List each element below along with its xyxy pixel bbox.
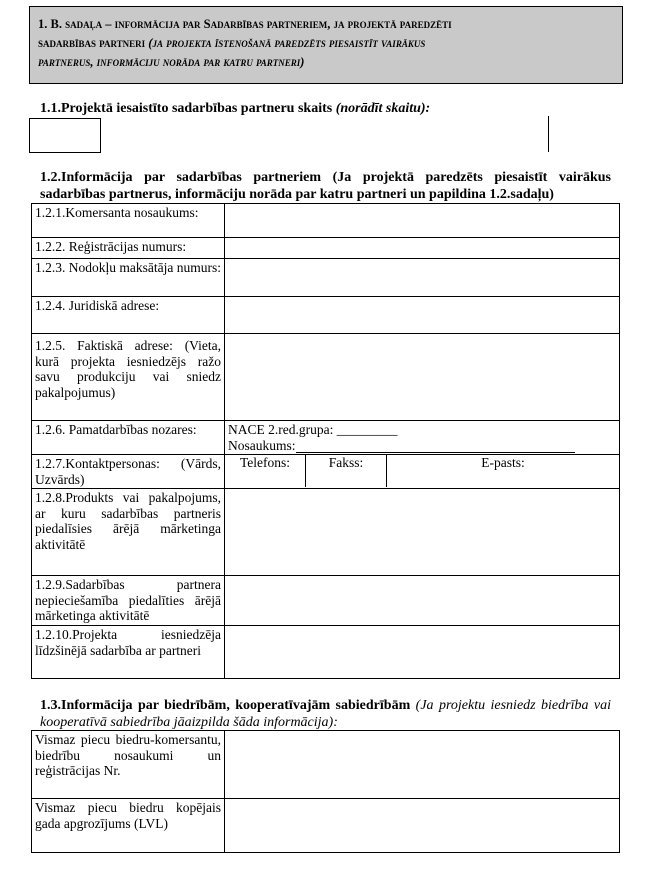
actual-address-field[interactable] [225, 334, 620, 421]
partner-need-field[interactable] [225, 576, 620, 626]
fax-field[interactable]: Fakss: [306, 455, 387, 487]
s13-hint: (Ja projektu iesniedz biedrība vai kooperatīvā sabiedrība jāaizpilda šāda informācija): [40, 698, 611, 730]
row-label: Vismaz piecu biedru kopējais gada apgrozījums (LVL) [32, 799, 225, 853]
table-row [32, 799, 620, 853]
header-note-cont: partnerus, informāciju norāda par katru partneri) [38, 55, 305, 69]
s11-hint: (norādīt skaitu): [335, 101, 431, 116]
sector-name-underline [296, 440, 575, 453]
registration-number-field[interactable] [225, 238, 620, 259]
partner-info-table [31, 203, 620, 679]
table-row [32, 489, 620, 576]
contact-subtable [225, 455, 619, 487]
row-label: 1.2.9.Sadarbības partnera nepieciešamība piedalīties ārējā mārketinga aktivitātē [32, 576, 225, 626]
table-row [32, 731, 620, 799]
header-line-2 [38, 34, 614, 53]
association-info-table [31, 730, 620, 853]
annual-turnover-field[interactable] [225, 799, 620, 853]
s11-title: 1.1.Projektā iesaistīto sadarbības partneru skaits [40, 101, 333, 116]
business-sector-field[interactable] [225, 421, 620, 455]
section-number: 1. B. [38, 17, 62, 31]
table-row [32, 576, 620, 626]
row-label: 1.2.1.Komersanta nosaukums: [32, 204, 225, 238]
table-row [32, 204, 620, 238]
legal-address-field[interactable] [225, 297, 620, 334]
row-label: Vismaz piecu biedru-komersantu, biedrību nosaukumi un reģistrācijas Nr. [32, 731, 225, 799]
previous-cooperation-field[interactable] [225, 626, 620, 679]
section-header [29, 6, 623, 84]
product-field[interactable] [225, 489, 620, 576]
company-name-field[interactable] [225, 204, 620, 238]
header-note: (ja projekta īstenošanā paredzēts piesaistīt vairākus [148, 36, 426, 50]
members-list-field[interactable] [225, 731, 620, 799]
table-row [32, 297, 620, 334]
table-row [32, 626, 620, 679]
table-row [32, 421, 620, 455]
s11-heading [40, 100, 430, 117]
nace-group-label: NACE 2.red.grupa: _________ [228, 422, 398, 437]
row-label: 1.2.10.Projekta iesniedzēja līdzšinējā sadarbība ar partneri [32, 626, 225, 679]
phone-field[interactable]: Telefons: [225, 455, 306, 487]
row-label: 1.2.4. Juridiskā adrese: [32, 297, 225, 334]
s13-title: 1.3.Informācija par biedrībām, kooperatīvajām sabiedrībām [40, 698, 411, 713]
partner-count-field[interactable] [29, 118, 101, 153]
row-label: 1.2.6. Pamatdarbības nozares: [32, 421, 225, 455]
row-label: 1.2.2. Reģistrācijas numurs: [32, 238, 225, 259]
header-title: sadaļa – informācija par Sadarbības partneriem, ja projektā paredzēti [65, 17, 452, 31]
row-label: 1.2.8.Produkts vai pakalpojums, ar kuru sadarbības partneris piedalīsies ārējā mārketinga aktivitātē [32, 489, 225, 576]
contact-details-cell [225, 455, 620, 489]
s12-heading: 1.2.Informācija par sadarbības partneriem (Ja projektā paredzēts piesaistīt vairākus sadarbības partnerus, informāciju norāda par katru partneri un papildina 1.2.sadaļu) [40, 170, 611, 202]
table-row [32, 334, 620, 421]
email-field[interactable]: E-pasts: [481, 455, 525, 470]
table-row [32, 259, 620, 297]
tax-number-field[interactable] [225, 259, 620, 297]
header-line-1 [38, 15, 614, 34]
sector-name-line [228, 438, 616, 454]
s13-heading [40, 697, 611, 731]
row-label: 1.2.7.Kontaktpersonas: (Vārds, Uzvārds) [32, 455, 225, 489]
table-row [32, 238, 620, 259]
divider-line [548, 116, 549, 152]
sector-name-label: Nosaukums: [228, 437, 296, 453]
row-label: 1.2.3. Nodokļu maksātāja numurs: [32, 259, 225, 297]
table-row [32, 455, 620, 489]
row-label: 1.2.5. Faktiskā adrese: (Vieta, kurā projekta iesniedzējs ražo savu produkciju vai sniedz pakalpojumus) [32, 334, 225, 421]
header-title-cont: sadarbības partneri [38, 36, 146, 50]
